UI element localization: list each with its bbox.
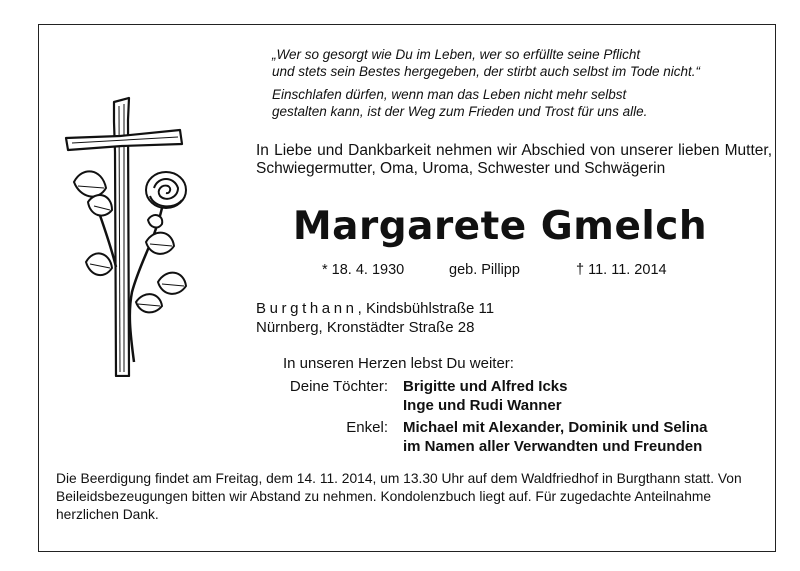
birth-date: * 18. 4. 1930 [322, 262, 405, 278]
quote-line-2: und stets sein Bestes hergegeben, der stirbt auch selbst im Tode nicht.“ [272, 64, 700, 79]
quote-line-1: „Wer so gesorgt wie Du im Leben, wer so erfüllte seine Pflicht [272, 47, 641, 62]
death-date: † 11. 11. 2014 [576, 262, 667, 278]
cross-with-rose-icon [62, 92, 192, 377]
maiden-name: geb. Pillipp [449, 262, 520, 278]
daughters-list [403, 377, 567, 415]
grandchildren-label: Enkel: [346, 419, 388, 436]
quote-line-3: Einschlafen dürfen, wenn man das Leben nicht mehr selbst [272, 87, 627, 102]
funeral-details: Die Beerdigung findet am Freitag, dem 14. 11. 2014, um 13.30 Uhr auf dem Waldfriedhof in Burgthann statt. Von Beileidsbezeugungen bitten wir Abstand zu nehmen. Kondolenzbuch liegt auf. Für zugedachte Anteilnahme herzlichen Dank. [56, 471, 742, 522]
address-street: , Kindsbühlstraße 11 [357, 300, 495, 317]
daughters-label: Deine Töchter: [289, 378, 388, 395]
grandchildren-list [403, 418, 708, 456]
address-line-2: Nürnberg, Kronstädter Straße 28 [256, 319, 475, 336]
address-line-1 [256, 299, 494, 318]
daughter-entry: Inge und Rudi Wanner [403, 397, 562, 414]
farewell-intro: In Liebe und Dankbarkeit nehmen wir Abschied von unserer lieben Mutter, Schwiegermutter, Oma, Uroma, Schwester und Schwägerin [256, 142, 772, 177]
address-town: Burgthann [256, 300, 358, 317]
daughter-entry: Brigitte und Alfred Icks [403, 378, 568, 395]
epitaph-quote [272, 46, 772, 120]
grandchildren-entry: Michael mit Alexander, Dominik und Selina [403, 419, 708, 436]
grandchildren-entry: im Namen aller Verwandten und Freunden [403, 438, 703, 455]
deceased-name: Margarete Gmelch [292, 204, 708, 249]
address-block [256, 299, 494, 337]
remembrance-line: In unseren Herzen lebst Du weiter: [283, 355, 514, 372]
quote-line-4: gestalten kann, ist der Weg zum Frieden und Trost für uns alle. [272, 104, 648, 119]
